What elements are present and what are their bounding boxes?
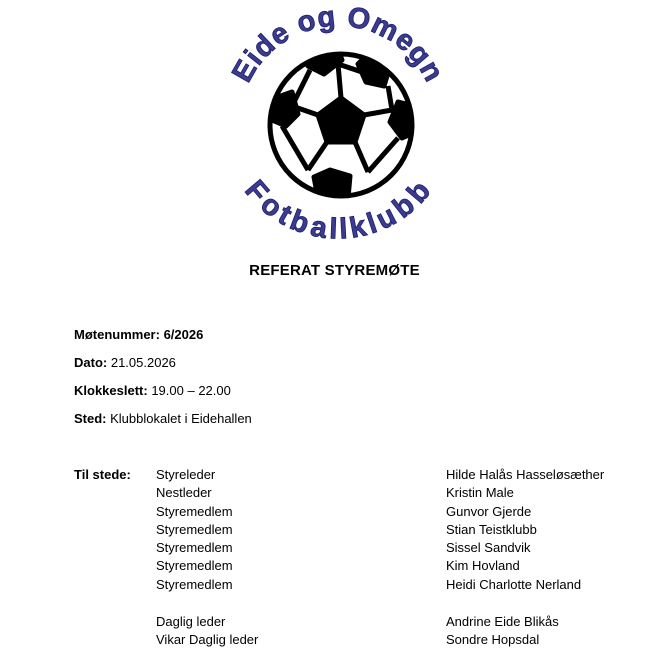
football-logo-icon — [218, 2, 458, 247]
location-line — [74, 411, 252, 426]
time-line — [74, 383, 231, 398]
role: Nestleder — [156, 485, 212, 501]
person-name: Stian Teistklubb — [446, 521, 537, 537]
role: Styremedlem — [156, 540, 233, 556]
role: Styremedlem — [156, 503, 233, 519]
board-names — [446, 466, 604, 594]
board-roles — [156, 466, 233, 594]
meeting-number-label: Møtenummer: — [74, 327, 160, 342]
meeting-number-line — [74, 327, 203, 342]
time-value: 19.00 – 22.00 — [151, 383, 231, 398]
club-logo — [218, 2, 458, 247]
person-name: Andrine Eide Blikås — [446, 614, 559, 629]
person-name: Sissel Sandvik — [446, 540, 531, 556]
person-name: Heidi Charlotte Nerland — [446, 576, 582, 592]
date-value: 21.05.2026 — [110, 355, 176, 370]
time-label: Klokkeslett: — [74, 383, 148, 398]
person-name: Hilde Halås Hasseløsæther — [446, 467, 605, 482]
location-value: Klubblokalet i Eidehallen — [110, 411, 252, 426]
person-name: Gunvor Gjerde — [446, 503, 532, 519]
date-line — [74, 355, 176, 370]
role: Styremedlem — [156, 521, 233, 537]
role: Styremedlem — [156, 576, 233, 592]
date-label: Dato: — [74, 355, 108, 370]
location-label: Sted: — [74, 411, 107, 426]
staff-names — [446, 613, 559, 650]
person-name: Kim Hovland — [446, 558, 520, 574]
logo-text-top: Eide og Omegn — [226, 2, 450, 88]
role: Daglig leder — [156, 614, 226, 629]
role: Vikar Daglig leder — [156, 632, 259, 648]
attendees-label: Til stede: — [74, 467, 131, 482]
person-name: Kristin Male — [446, 485, 514, 501]
role: Styremedlem — [156, 558, 233, 574]
role: Styreleder — [156, 467, 216, 482]
staff-roles — [156, 613, 258, 650]
document-title: REFERAT STYREMØTE — [249, 262, 420, 279]
person-name: Sondre Hopsdal — [446, 632, 540, 648]
football-ball — [270, 45, 416, 198]
logo-text-bottom: Fotballklubb — [238, 174, 438, 246]
meeting-number-value: 6/2026 — [163, 327, 204, 342]
